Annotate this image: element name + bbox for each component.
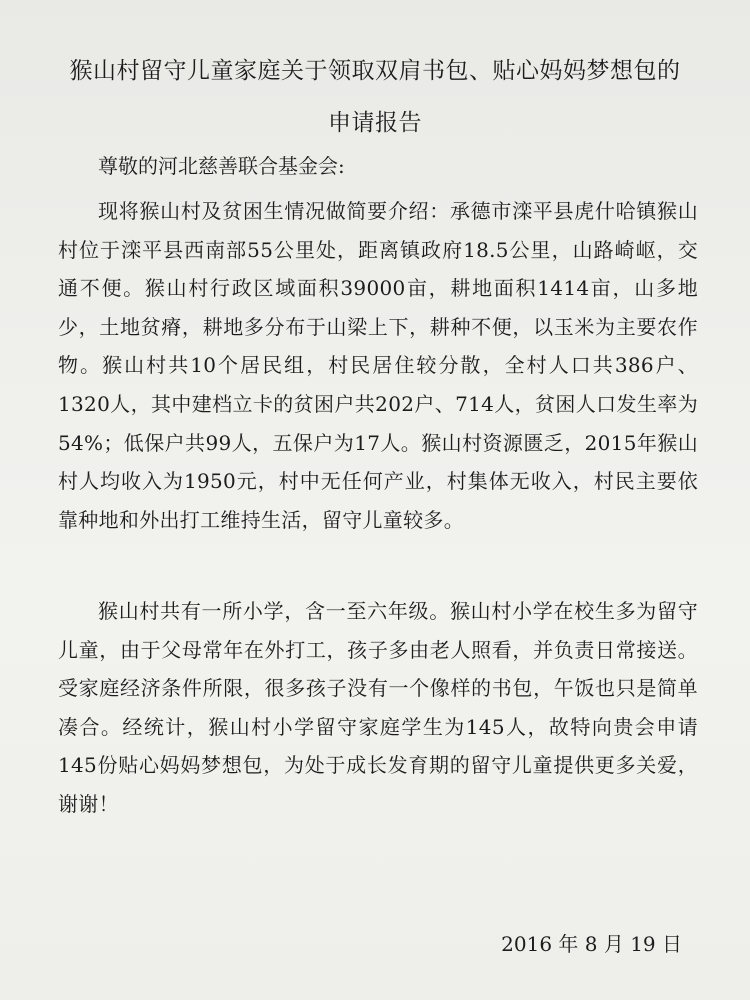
- body-paragraph-intro: 现将猴山村及贫困生情况做简要介绍：承德市滦平县虎什哈镇猴山村位于滦平县西南部55公里处，距离镇政府18.5公里，山路崎岖，交通不便。猴山村行政区域面积39000亩，耕地面积1414亩，山多地少，土地贫瘠，耕地多分布于山梁上下，耕种不便，以玉米为主要农作物。猴山村共10个居民组，村民居住较分散，全村人口共386户、1320人，其中建档立卡的贫困户共202户、714人，贫困人口发生率为54%；低保户共99人，五保户为17人。猴山村资源匮乏，2015年猴山村人均收入为1950元，村中无任何产业，村集体无收入，村民主要依靠种地和外出打工维持生活，留守儿童较多。: [58, 199, 698, 532]
- salutation: 尊敬的河北慈善联合基金会:: [98, 154, 345, 178]
- document-title-line2: 申请报告: [328, 110, 422, 136]
- document-title-line1: 猴山村留守儿童家庭关于领取双肩书包、贴心妈妈梦想包的: [69, 58, 681, 84]
- document-date: 2016 年 8 月 19 日: [501, 932, 682, 956]
- body-paragraph-request: 猴山村共有一所小学，含一至六年级。猴山村小学在校生多为留守儿童，由于父母常年在外打工，孩子多由老人照看，并负责日常接送。受家庭经济条件所限，很多孩子没有一个像样的书包，午饭也只是简单凑合。经统计，猴山村小学留守家庭学生为145人，故特向贵会申请145份贴心妈妈梦想包，为处于成长发育期的留守儿童提供更多关爱，谢谢！: [58, 599, 698, 816]
